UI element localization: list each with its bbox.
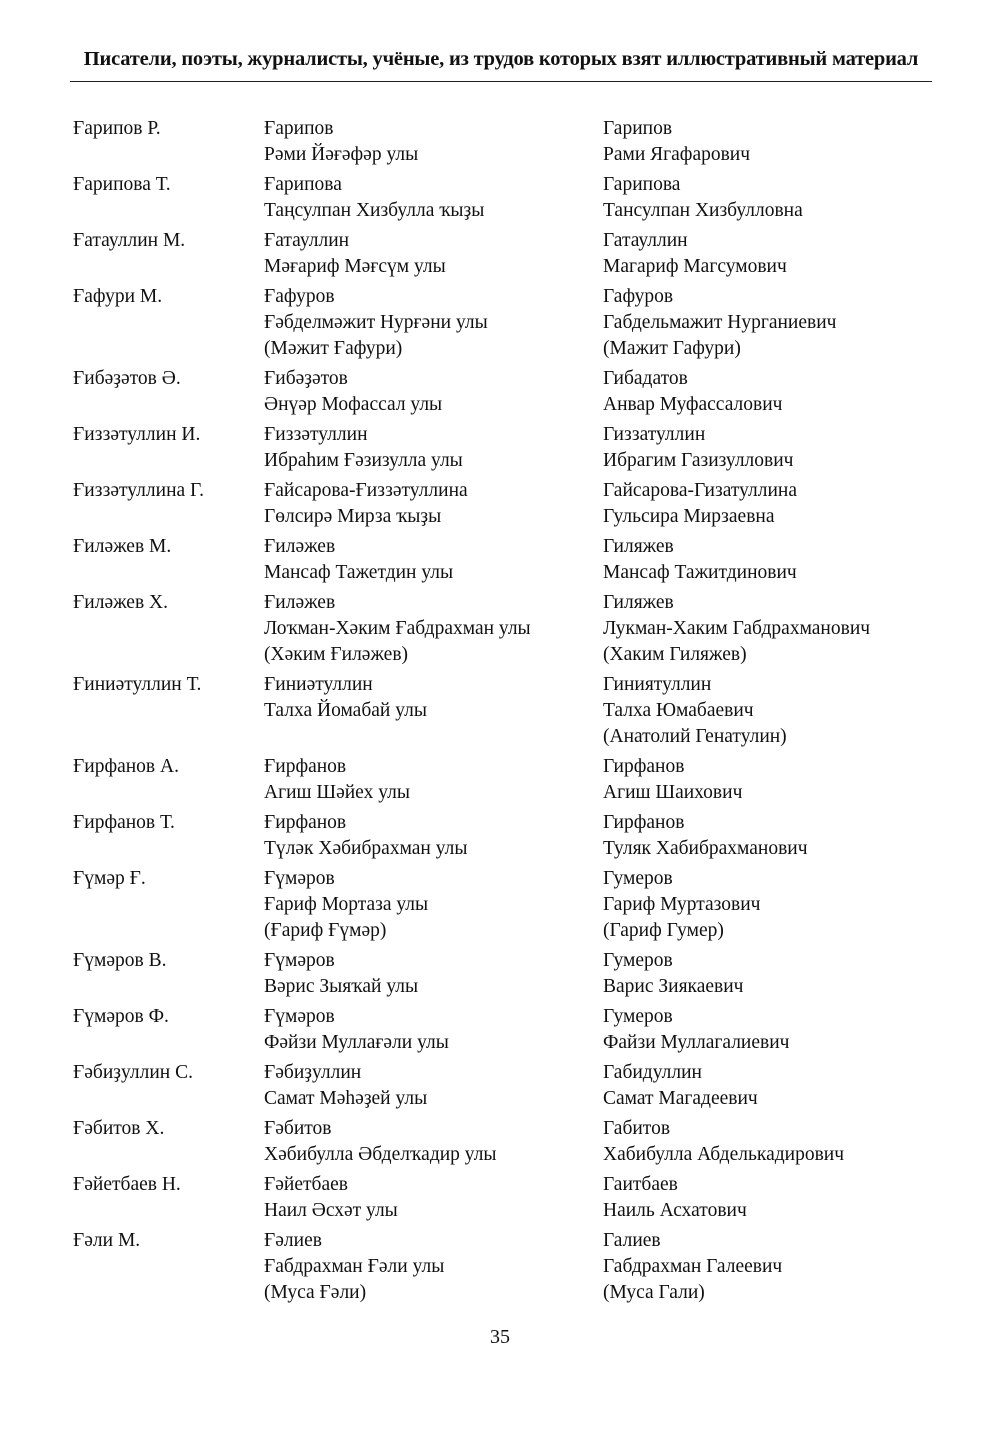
russian-full-name-line: Анвар Муфассалович	[603, 394, 783, 415]
bashkir-full-name	[264, 172, 484, 224]
russian-full-name-line: Наиль Асхатович	[603, 1200, 747, 1221]
short-name	[73, 1004, 169, 1030]
bashkir-full-name	[264, 590, 531, 668]
russian-full-name-line: Лукман-Хаким Габдрахманович	[603, 618, 871, 639]
russian-full-name-line: (Хаким Гиляжев)	[603, 644, 747, 665]
russian-full-name-line: Гирфанов	[603, 812, 685, 833]
short-name-text: Ғиләжев Х.	[73, 592, 169, 613]
short-name-text: Ғатауллин М.	[73, 230, 186, 251]
short-name	[73, 672, 201, 698]
russian-full-name-line: Гафуров	[603, 286, 674, 307]
russian-full-name	[603, 754, 742, 806]
bashkir-full-name-line: Ғәбиҙуллин	[264, 1062, 362, 1083]
russian-full-name	[603, 534, 797, 586]
bashkir-full-name-line: Гөлсирә Мирза ҡыҙы	[264, 506, 442, 527]
russian-full-name-line: Гиззатуллин	[603, 424, 706, 445]
russian-full-name-line: Габдельмажит Нурганиевич	[603, 312, 837, 333]
russian-full-name-line: Ибрагим Газизуллович	[603, 450, 794, 471]
bashkir-full-name-line: Ғарипов	[264, 118, 334, 139]
short-name-text: Ғиззәтуллина Г.	[73, 480, 204, 501]
short-name	[73, 1116, 164, 1142]
bashkir-full-name-line: Мәғариф Мәғсүм улы	[264, 256, 446, 277]
russian-full-name-line: Мансаф Тажитдинович	[603, 562, 797, 583]
russian-full-name-line: Габдрахман Галеевич	[603, 1256, 783, 1277]
russian-full-name-line: Галиев	[603, 1230, 661, 1251]
bashkir-full-name-line: Вәрис Зыяҡай улы	[264, 976, 419, 997]
bashkir-full-name-line: Талха Йомабай улы	[264, 700, 427, 721]
russian-full-name-line: (Мажит Гафури)	[603, 338, 741, 359]
bashkir-full-name	[264, 810, 467, 862]
bashkir-full-name	[264, 948, 418, 1000]
bashkir-full-name-line: Ғәбитов	[264, 1118, 332, 1139]
bashkir-full-name	[264, 754, 410, 806]
russian-full-name-line: Гариф Муртазович	[603, 894, 761, 915]
bashkir-full-name-line: Хәбибулла Әбделҡадир улы	[264, 1144, 497, 1165]
bashkir-full-name-line: Ғиниәтуллин	[264, 674, 373, 695]
short-name-text: Ғүмәров Ф.	[73, 1006, 169, 1027]
short-name-text: Ғирфанов Т.	[73, 812, 175, 833]
russian-full-name	[603, 948, 744, 1000]
russian-full-name-line: Гарипов	[603, 118, 673, 139]
russian-full-name	[603, 228, 787, 280]
bashkir-full-name-line: Мансаф Тажетдин улы	[264, 562, 454, 583]
bashkir-full-name-line: Самат Мәһәҙей улы	[264, 1088, 428, 1109]
russian-full-name-line: Гиниятуллин	[603, 674, 712, 695]
bashkir-full-name-line: Ғиләжев	[264, 536, 336, 557]
russian-full-name-line: Гиляжев	[603, 592, 674, 613]
short-name	[73, 1172, 181, 1198]
short-name	[73, 116, 161, 142]
short-name-text: Ғәбиҙуллин С.	[73, 1062, 193, 1083]
page-number: 35	[490, 1326, 510, 1348]
bashkir-full-name	[264, 1172, 398, 1224]
bashkir-full-name-line: Ғайсарова-Ғиззәтуллина	[264, 480, 468, 501]
russian-full-name-line: Рами Ягафарович	[603, 144, 751, 165]
short-name-text: Ғәбитов Х.	[73, 1118, 165, 1139]
bashkir-full-name-line: Рәми Йәғәфәр улы	[264, 144, 419, 165]
bashkir-full-name-line: Агиш Шәйех улы	[264, 782, 410, 803]
short-name	[73, 810, 175, 836]
bashkir-full-name-line: Ғиләжев	[264, 592, 336, 613]
bashkir-full-name	[264, 672, 427, 724]
short-name	[73, 590, 168, 616]
russian-full-name-line: Габитов	[603, 1118, 671, 1139]
bashkir-full-name	[264, 534, 453, 586]
bashkir-full-name-line: Ғүмәров	[264, 868, 335, 889]
russian-full-name-line: Гатауллин	[603, 230, 688, 251]
bashkir-full-name	[264, 1060, 427, 1112]
bashkir-full-name-line: Ғирфанов	[264, 756, 347, 777]
russian-full-name-line: Габидуллин	[603, 1062, 702, 1083]
russian-full-name-line: Гумеров	[603, 868, 673, 889]
bashkir-full-name	[264, 1116, 497, 1168]
bashkir-full-name-line: Ғүмәров	[264, 950, 335, 971]
russian-full-name-line: Хабибулла Абделькадирович	[603, 1144, 845, 1165]
russian-full-name	[603, 672, 787, 750]
russian-full-name	[603, 478, 797, 530]
bashkir-full-name-line: Ғәйетбаев	[264, 1174, 348, 1195]
bashkir-full-name-line: Ибраһим Ғәзизулла улы	[264, 450, 463, 471]
bashkir-full-name-line: Әнүәр Мофассал улы	[264, 394, 443, 415]
bashkir-full-name	[264, 366, 442, 418]
russian-full-name-line: Гайсарова-Гизатуллина	[603, 480, 797, 501]
bashkir-full-name-line: Ғабдрахман Ғәли улы	[264, 1256, 445, 1277]
russian-full-name	[603, 866, 760, 944]
bashkir-full-name	[264, 478, 468, 530]
short-name-text: Ғарипов Р.	[73, 118, 161, 139]
short-name-text: Ғарипова Т.	[73, 174, 171, 195]
bashkir-full-name-line: Ғибәҙәтов	[264, 368, 348, 389]
bashkir-full-name-line: Ғәлиев	[264, 1230, 322, 1251]
bashkir-full-name-line: Ғарипова	[264, 174, 342, 195]
short-name	[73, 284, 162, 310]
russian-full-name	[603, 284, 836, 362]
russian-full-name-line: Талха Юмабаевич	[603, 700, 754, 721]
russian-full-name	[603, 1060, 758, 1112]
russian-full-name-line: Агиш Шаихович	[603, 782, 743, 803]
short-name	[73, 172, 171, 198]
bashkir-full-name-line: Ғатауллин	[264, 230, 350, 251]
bashkir-full-name	[264, 422, 463, 474]
russian-full-name	[603, 1172, 747, 1224]
russian-full-name-line: Гибадатов	[603, 368, 688, 389]
russian-full-name	[603, 1228, 782, 1306]
bashkir-full-name-line: Фәйзи Муллағәли улы	[264, 1032, 449, 1053]
russian-full-name-line: Файзи Муллагалиевич	[603, 1032, 790, 1053]
russian-full-name-line: Магариф Магсумович	[603, 256, 787, 277]
bashkir-full-name-line: Ғариф Мортаза улы	[264, 894, 429, 915]
bashkir-full-name-line: (Хәким Ғиләжев)	[264, 644, 409, 665]
russian-full-name-line: (Гариф Гумер)	[603, 920, 724, 941]
russian-full-name-line: Гульсира Мирзаевна	[603, 506, 775, 527]
russian-full-name-line: Тансулпан Хизбулловна	[603, 200, 803, 221]
short-name-text: Ғибәҙәтов Ә.	[73, 368, 181, 389]
russian-full-name	[603, 1004, 789, 1056]
short-name	[73, 478, 204, 504]
bashkir-full-name-line: Ғафуров	[264, 286, 335, 307]
bashkir-full-name	[264, 1004, 449, 1056]
russian-full-name-line: Варис Зиякаевич	[603, 976, 744, 997]
bashkir-full-name-line: (Мәжит Ғафури)	[264, 338, 403, 359]
short-name	[73, 948, 166, 974]
short-name-text: Ғәли М.	[73, 1230, 141, 1251]
bashkir-full-name	[264, 228, 446, 280]
short-name-text: Ғиниәтуллин Т.	[73, 674, 202, 695]
short-name-text: Ғәйетбаев Н.	[73, 1174, 181, 1195]
bashkir-full-name-line: Түләк Хәбибрахман улы	[264, 838, 468, 859]
short-name-text: Ғүмәров В.	[73, 950, 167, 971]
russian-full-name-line: Самат Магадеевич	[603, 1088, 758, 1109]
bashkir-full-name-line: (Ғариф Ғүмәр)	[264, 920, 387, 941]
bashkir-full-name-line: Лоҡман-Хәким Ғабдрахман улы	[264, 618, 531, 639]
bashkir-full-name	[264, 116, 418, 168]
russian-full-name-line: Гаитбаев	[603, 1174, 678, 1195]
short-name-text: Ғүмәр Ғ.	[73, 868, 146, 889]
russian-full-name	[603, 1116, 844, 1168]
russian-full-name-line: Гирфанов	[603, 756, 685, 777]
russian-full-name	[603, 116, 750, 168]
russian-full-name-line: Гарипова	[603, 174, 681, 195]
short-name	[73, 422, 200, 448]
short-name-text: Ғиләжев М.	[73, 536, 172, 557]
russian-full-name-line: Гиляжев	[603, 536, 674, 557]
russian-full-name	[603, 590, 870, 668]
bashkir-full-name-line: (Муса Ғәли)	[264, 1282, 367, 1303]
page-header-title: Писатели, поэты, журналисты, учёные, из трудов которых взят иллюстративный материал	[83, 48, 919, 70]
russian-full-name-line: (Анатолий Генатулин)	[603, 726, 787, 747]
russian-full-name	[603, 422, 794, 474]
bashkir-full-name	[264, 284, 488, 362]
russian-full-name	[603, 810, 808, 862]
bashkir-full-name	[264, 1228, 444, 1306]
russian-full-name-line: (Муса Гали)	[603, 1282, 705, 1303]
short-name	[73, 1060, 193, 1086]
short-name	[73, 366, 181, 392]
bashkir-full-name-line: Ғәбделмәжит Нурғәни улы	[264, 312, 488, 333]
bashkir-full-name-line: Наил Әсхәт улы	[264, 1200, 398, 1221]
short-name	[73, 534, 171, 560]
russian-full-name-line: Гумеров	[603, 950, 673, 971]
short-name	[73, 1228, 140, 1254]
short-name	[73, 866, 146, 892]
bashkir-full-name-line: Ғүмәров	[264, 1006, 335, 1027]
short-name-text: Ғиззәтуллин И.	[73, 424, 201, 445]
short-name	[73, 754, 179, 780]
russian-full-name	[603, 366, 782, 418]
short-name-text: Ғафури М.	[73, 286, 163, 307]
bashkir-full-name-line: Ғирфанов	[264, 812, 347, 833]
bashkir-full-name-line: Таңсулпан Хизбулла ҡыҙы	[264, 200, 485, 221]
russian-full-name	[603, 172, 803, 224]
bashkir-full-name-line: Ғиззәтуллин	[264, 424, 368, 445]
short-name	[73, 228, 185, 254]
russian-full-name-line: Гумеров	[603, 1006, 673, 1027]
bashkir-full-name	[264, 866, 428, 944]
short-name-text: Ғирфанов А.	[73, 756, 179, 777]
russian-full-name-line: Туляк Хабибрахманович	[603, 838, 808, 859]
